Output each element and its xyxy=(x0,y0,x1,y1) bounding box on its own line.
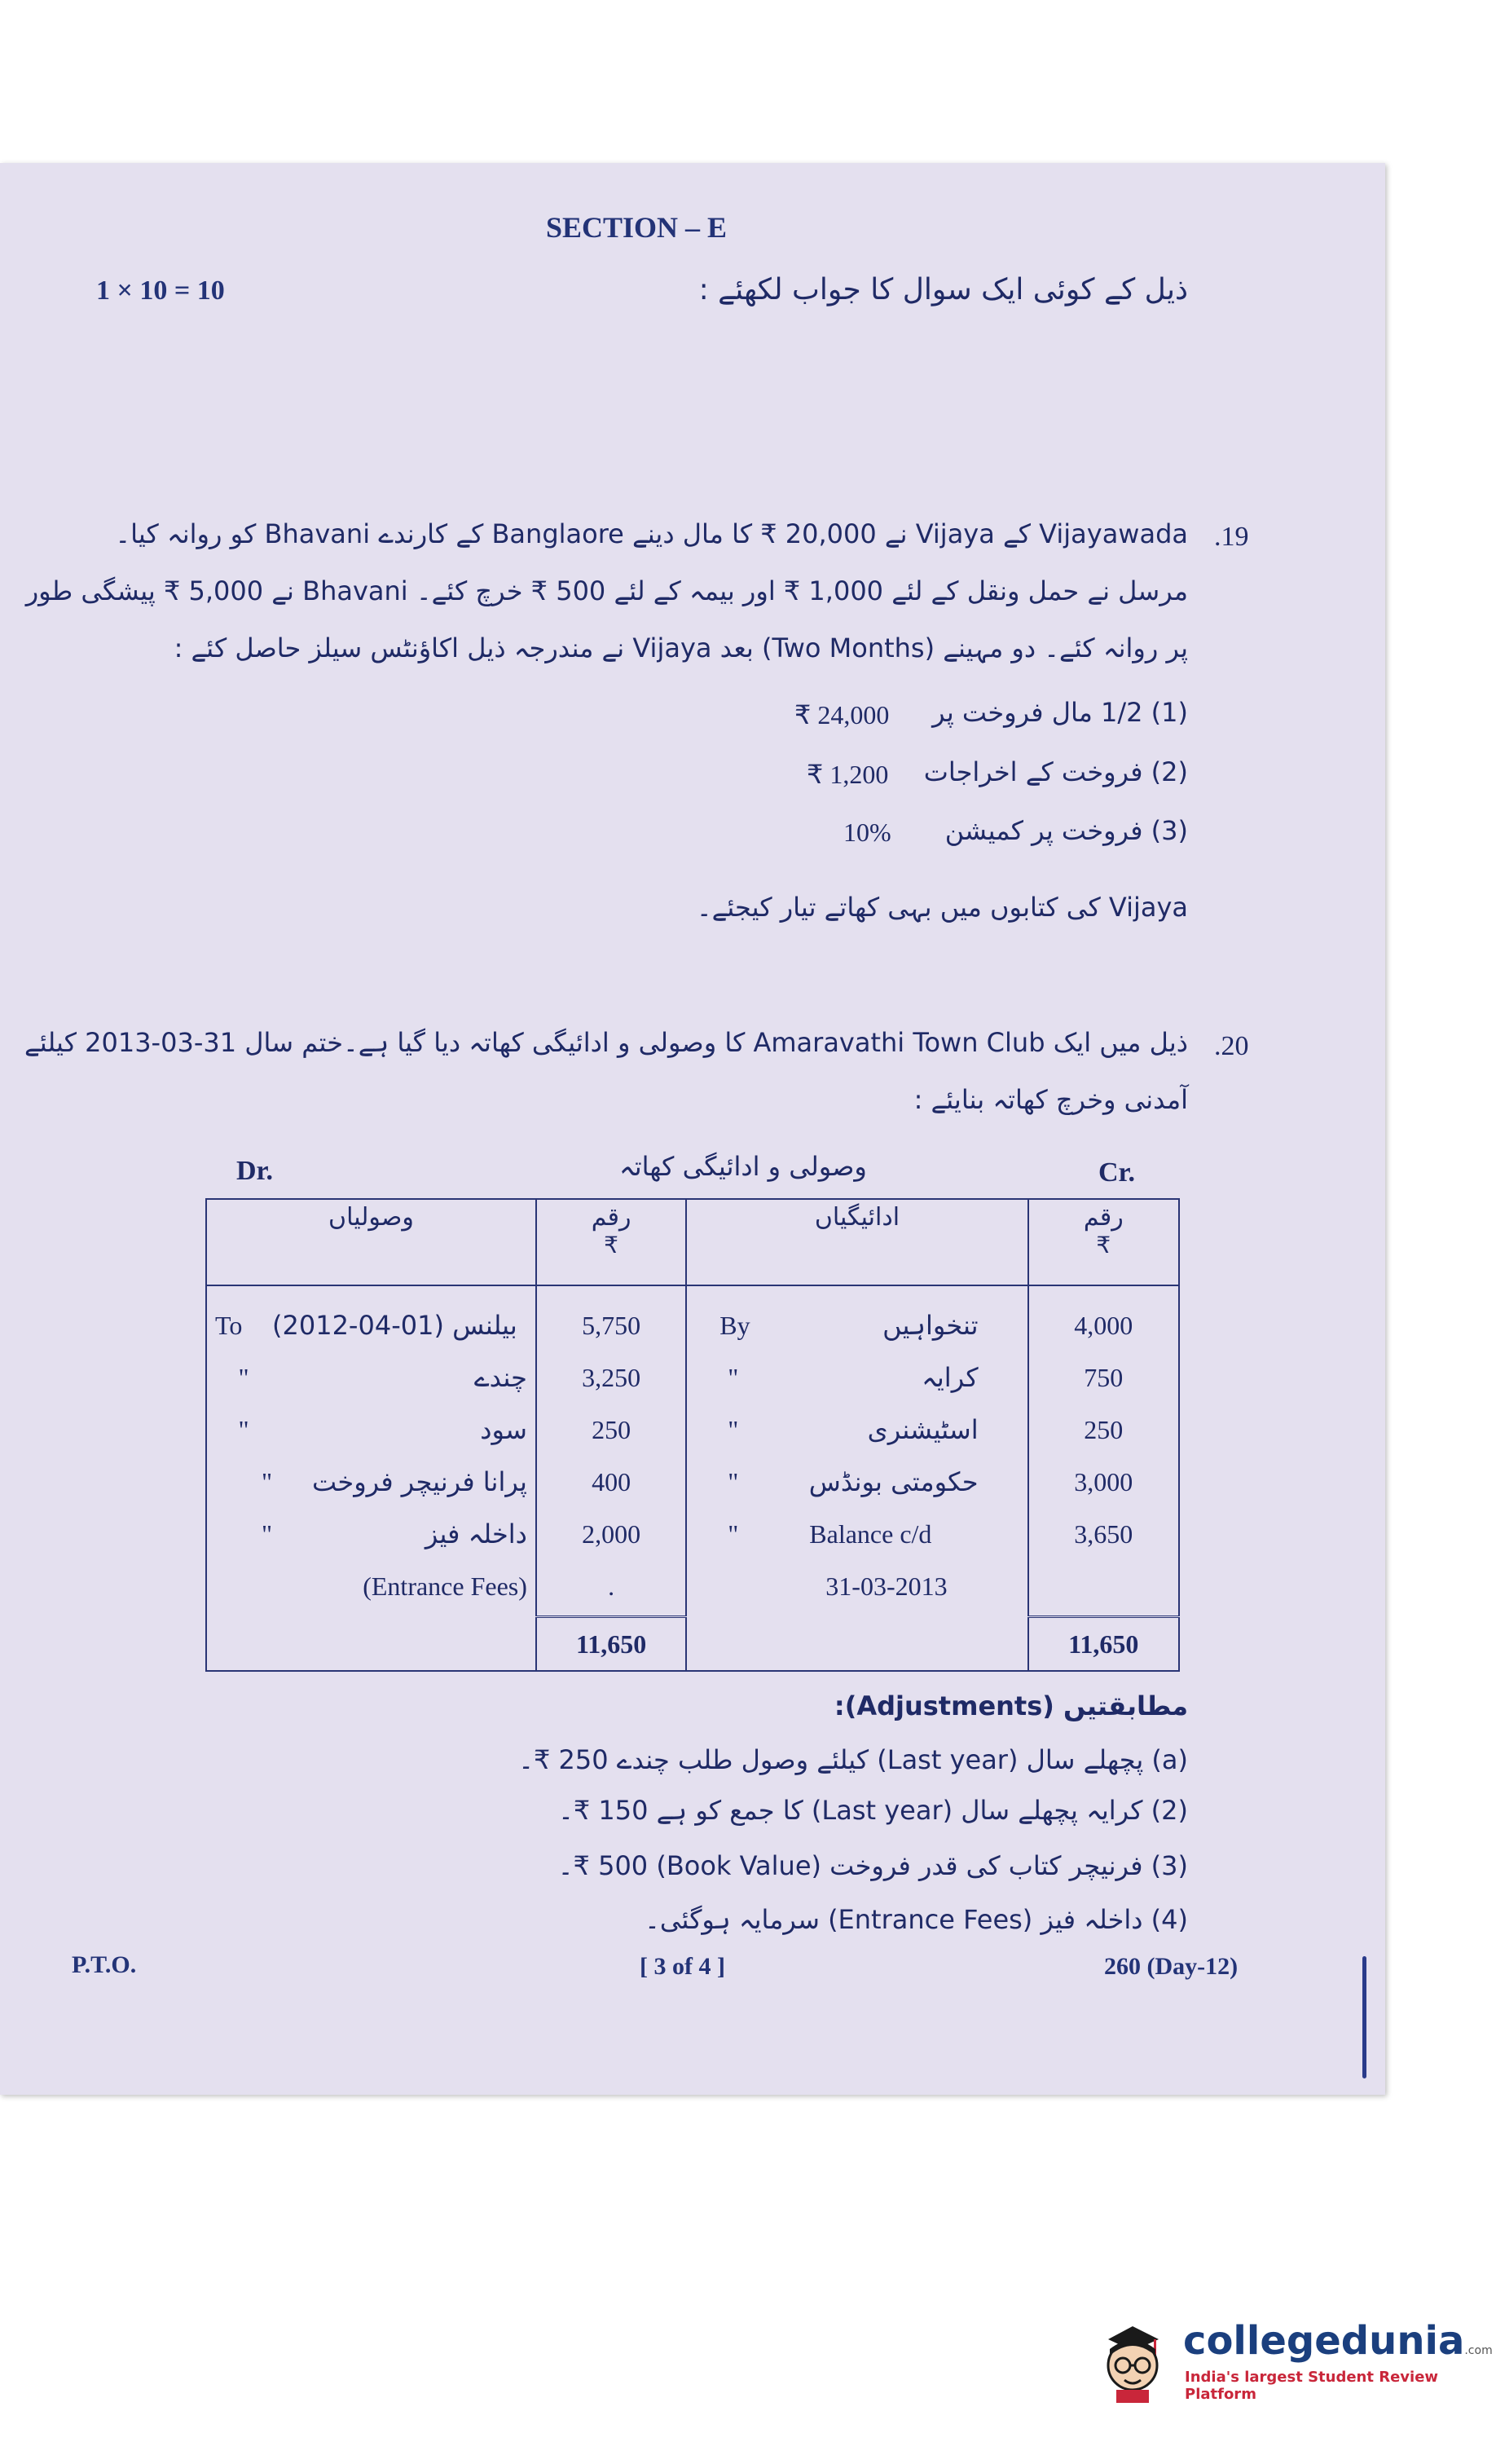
brand-watermark xyxy=(1092,2315,1493,2404)
q19-line-1: Vijayawada کے Vijaya نے 20,000 ₹ کا مال دینے Banglaore کے کارندے Bhavani کو روانہ کیا۔ xyxy=(115,518,1188,549)
item-prefix: " xyxy=(728,1363,739,1392)
item-label: تنخواہیں xyxy=(882,1310,979,1341)
item-prefix: " xyxy=(728,1519,739,1549)
item-label: 31-03-2013 xyxy=(825,1571,948,1601)
amount-cell: 4,000 xyxy=(1074,1311,1133,1340)
amount-cell: 250 xyxy=(592,1415,631,1444)
header-amount-left xyxy=(536,1199,686,1285)
list-item xyxy=(215,1456,527,1508)
brand-name: collegedunia.com xyxy=(1183,2318,1493,2364)
item-label: داخلہ فیز xyxy=(425,1519,527,1549)
header-amount-right xyxy=(1028,1199,1179,1285)
rupee-icon: ₹ xyxy=(1096,1232,1111,1258)
list-item xyxy=(695,1299,1019,1351)
amount-cell: 250 xyxy=(1084,1415,1124,1444)
list-item xyxy=(215,1404,527,1456)
amount-cell: 3,650 xyxy=(1074,1519,1133,1549)
amount-label: رقم xyxy=(1083,1203,1124,1232)
adjustment-text: کرایہ پچھلے سال (Last year) کا جمع کو ہے 150 ₹۔ xyxy=(558,1795,1143,1826)
list-item xyxy=(695,1351,1019,1404)
item-label: Balance c/d xyxy=(809,1519,932,1549)
q20-number: .20 xyxy=(1214,1031,1249,1061)
q19-line-3: پر روانہ کئے۔ دو مہینے (Two Months) بعد Vijaya نے مندرجہ ذیل اکاؤنٹس سیلز حاصل کئے : xyxy=(174,633,1188,663)
amount-label: رقم xyxy=(591,1203,631,1232)
adjustment-text: پچھلے سال (Last year) کیلئے وصول طلب چندے 250 ₹۔ xyxy=(518,1744,1144,1775)
footer-pto: P.T.O. xyxy=(72,1951,137,1978)
total-receipts: 11,650 xyxy=(536,1617,686,1672)
q19-item-1-value: ₹ 24,000 xyxy=(794,700,890,730)
list-item xyxy=(695,1508,1019,1560)
debit-label: Dr. xyxy=(236,1156,274,1186)
q19-item-1 xyxy=(932,697,1188,728)
mascot-icon xyxy=(1092,2315,1173,2404)
list-item xyxy=(695,1456,1019,1508)
footer-code: 260 (Day-12) xyxy=(1104,1953,1239,1980)
item-prefix: To xyxy=(215,1311,243,1340)
amount-cell xyxy=(1037,1560,1170,1612)
credit-label: Cr. xyxy=(1098,1157,1136,1188)
item-prefix: " xyxy=(728,1415,739,1444)
item-number: (2) xyxy=(1151,756,1188,787)
list-item xyxy=(215,1299,527,1351)
item-prefix: By xyxy=(719,1311,750,1340)
q19-item-2-value: ₹ 1,200 xyxy=(807,760,889,789)
adjustment-4 xyxy=(645,1904,1188,1935)
item-prefix: " xyxy=(238,1415,249,1444)
item-prefix: " xyxy=(728,1467,739,1496)
amount-cell: 3,000 xyxy=(1074,1467,1133,1496)
receipts-items xyxy=(206,1285,536,1617)
list-item xyxy=(215,1508,527,1560)
adjustment-text: داخلہ فیز (Entrance Fees) سرمایہ ہوگئی۔ xyxy=(645,1904,1143,1935)
total-payments: 11,650 xyxy=(1028,1617,1179,1672)
item-prefix: " xyxy=(238,1363,249,1392)
list-item xyxy=(695,1560,1019,1612)
item-label: حکومتی بونڈس xyxy=(808,1466,979,1497)
list-item xyxy=(215,1351,527,1404)
item-prefix: " xyxy=(261,1467,272,1496)
item-label: فروخت پر کمیشن xyxy=(944,815,1143,846)
item-label: کرایہ xyxy=(922,1362,979,1393)
total-spacer xyxy=(206,1617,536,1672)
adjustment-2 xyxy=(558,1795,1188,1826)
adjustment-number: (a) xyxy=(1151,1744,1188,1775)
q20-line-2: آمدنی وخرچ کھاتہ بنایئے : xyxy=(913,1084,1188,1115)
amount-cell: . xyxy=(608,1571,615,1601)
item-number: (3) xyxy=(1151,815,1188,846)
brand-suffix: .com xyxy=(1464,2344,1493,2357)
adjustment-number: (4) xyxy=(1151,1904,1188,1935)
q19-number: .19 xyxy=(1214,522,1249,552)
q20-line-1: ذیل میں ایک Amaravathi Town Club کا وصولی و ادائیگی کھاتہ دیا گیا ہے۔ختم سال 31-03-2013 کیلئے xyxy=(24,1027,1188,1058)
q19-item-3-value: 10% xyxy=(843,818,891,847)
q19-closing: Vijaya کی کتابوں میں بہی کھاتے تیار کیجئے۔ xyxy=(696,892,1188,923)
payments-amounts xyxy=(1028,1285,1179,1617)
q19-item-3 xyxy=(945,815,1188,846)
adjustment-a xyxy=(518,1744,1188,1775)
item-label: بیلنس (01-04-2012) xyxy=(272,1310,517,1341)
item-label: (Entrance Fees) xyxy=(363,1571,527,1601)
adjustment-number: (2) xyxy=(1151,1795,1188,1826)
total-spacer xyxy=(686,1617,1027,1672)
item-number: (1) xyxy=(1151,697,1188,728)
amount-cell: 2,000 xyxy=(582,1519,641,1549)
brand-tagline: India's largest Student Review Platform xyxy=(1185,2369,1439,2403)
item-label: اسٹیشنری xyxy=(867,1414,979,1445)
item-prefix: " xyxy=(261,1519,272,1549)
adjustment-text: فرنیچر کتاب کی قدر فروخت (Book Value) 500 ₹۔ xyxy=(557,1850,1143,1881)
list-item xyxy=(215,1560,527,1612)
header-payments: ادائیگیاں xyxy=(686,1199,1027,1285)
rupee-icon: ₹ xyxy=(604,1232,618,1258)
amount-cell: 400 xyxy=(592,1467,631,1496)
section-title: SECTION – E xyxy=(546,211,728,244)
item-label: 1/2 مال فروخت پر xyxy=(932,697,1143,728)
amount-cell: 750 xyxy=(1084,1363,1124,1392)
ledger-title: وصولی و ادائیگی کھاتہ xyxy=(619,1151,867,1182)
q19-item-2 xyxy=(924,756,1188,787)
item-label: فروخت کے اخراجات xyxy=(923,756,1143,787)
item-label: سود xyxy=(480,1414,527,1445)
q19-line-2: مرسل نے حمل ونقل کے لئے 1,000 ₹ اور بیمہ کے لئے 500 ₹ خرچ کئے۔ Bhavani نے 5,000 ₹ پیشگی طور xyxy=(25,575,1188,606)
amount-cell: 3,250 xyxy=(582,1363,641,1392)
list-item xyxy=(695,1404,1019,1456)
pen-mark xyxy=(1362,1956,1366,2078)
amount-cell: 5,750 xyxy=(582,1311,641,1340)
receipts-amounts xyxy=(536,1285,686,1617)
marks-allocation: 1 × 10 = 10 xyxy=(96,275,225,306)
item-label: پرانا فرنیچر فروخت xyxy=(312,1466,527,1497)
footer-page-number: [ 3 of 4 ] xyxy=(640,1953,725,1980)
item-label: چندے xyxy=(473,1362,527,1393)
adjustment-number: (3) xyxy=(1151,1850,1188,1881)
receipts-payments-table xyxy=(205,1198,1180,1672)
adjustments-title: مطابقتیں (Adjustments): xyxy=(834,1690,1188,1721)
adjustment-3 xyxy=(558,1850,1188,1881)
payments-items xyxy=(686,1285,1027,1617)
instruction: ذیل کے کوئی ایک سوال کا جواب لکھئے : xyxy=(698,273,1188,306)
header-receipts: وصولیاں xyxy=(206,1199,536,1285)
